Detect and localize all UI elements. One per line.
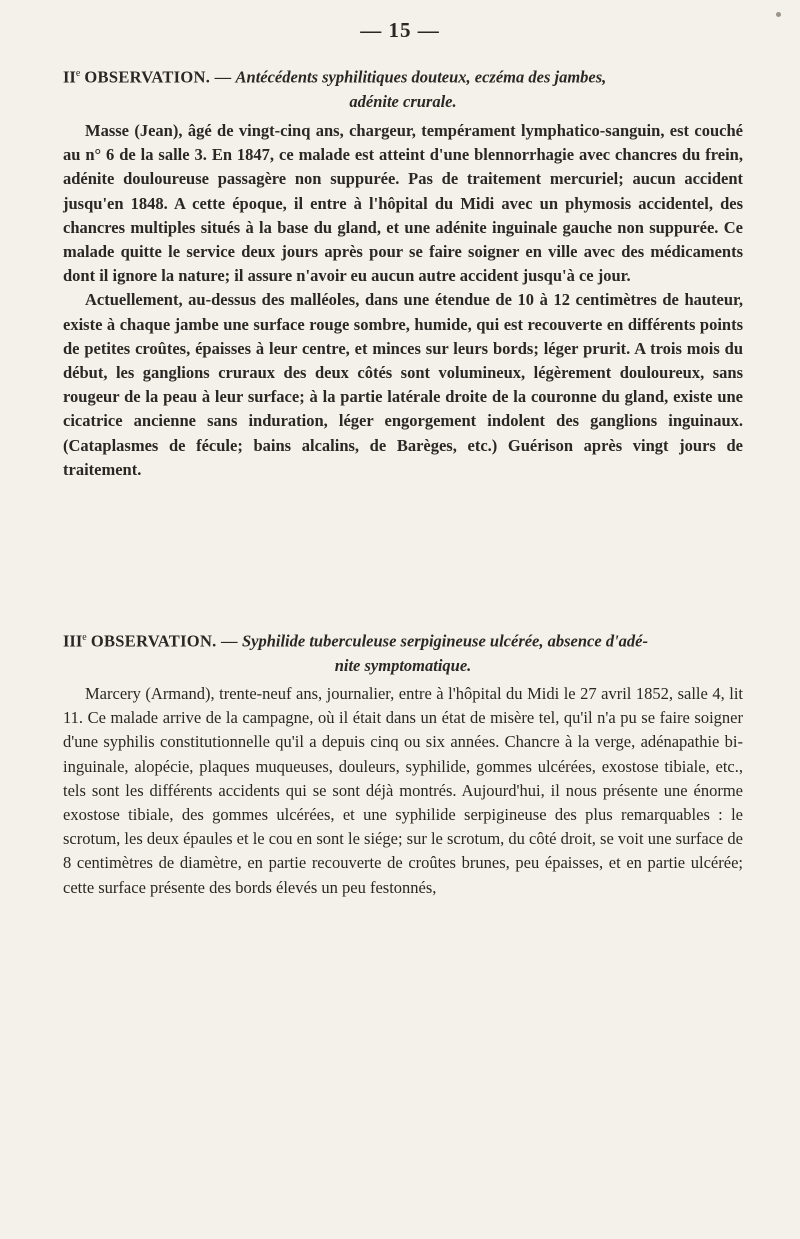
observation-2-heading (63, 62, 743, 114)
observation-title: Syphilide tuberculeuse serpigineuse ulcérée, absence d'adé- (241, 631, 648, 651)
observation-number: II (63, 67, 76, 87)
ordinal-suffix: e (82, 632, 87, 643)
observation-3-body (63, 682, 743, 900)
observation-2-body (63, 119, 743, 482)
case-paragraph: Actuellement, au-dessus des malléoles, dans une étendue de 10 à 12 centimètres de hauteur, existe à chaque jambe une surface rouge sombre, humide, qui est recouverte en différents points de petites croûtes, épaisses à leur centre, et minces sur leurs bords; léger prurit. A trois mois du début, les ganglions cruraux des deux côtés sont volumineux, légèrement douloureux, sans rougeur de la peau à leur surface; à la partie latérale droite de la couronne du gland, existe une cicatrice ancienne sans induration, léger engorgement indolent des ganglions inguinaux. (Cataplasmes de fécule; bains alcalins, de Barèges, etc.) Guérison après vingt jours de traitement. (63, 290, 743, 479)
observation-label: OBSERVATION. — (84, 67, 232, 87)
ink-spot (776, 12, 781, 17)
observation-number: III (63, 631, 83, 651)
ordinal-suffix: e (75, 68, 81, 79)
case-paragraph: Marcery (Armand), trente-neuf ans, journalier, entre à l'hôpital du Midi le 27 avril 1852, salle 4, lit 11. Ce malade arrive de la campagne, où il était dans un état de misère tel, qu'il n'a pu se faire soigner d'une syphilis constitutionnelle qu'il a depuis cinq ou six années. Chancre à la verge, adénapathie bi-inguinale, alopécie, plaques muqueuses, douleurs, syphilide, gommes ulcérées, exostose tibiale, etc., tels sont les différents accidents qui se sont déjà montrés. Aujourd'hui, il nous présente une énorme exostose tibiale, des gommes ulcérées, et une syphilide serpigineuse des plus remarquables : le scrotum, les deux épaules et le cou en sont le siége; sur le scrotum, du côté droit, se voit une surface de 8 centimètres de diamètre, en partie recouverte de croûtes brunes, peu épaisses, et en partie ulcérée; cette surface présente des bords élevés un peu festonnés, (63, 684, 743, 897)
observation-title-continued: adénite crurale. (349, 91, 457, 111)
case-paragraph: Masse (Jean), âgé de vingt-cinq ans, chargeur, tempérament lymphatico-sanguin, est couché au n° 6 de la salle 3. En 1847, ce malade est atteint d'une blennorrhagie avec chancres du frein, adénite douloureuse passagère non suppurée. Pas de traitement mercuriel; aucun accident jusqu'en 1848. A cette époque, il entre à l'hôpital du Midi avec un phymosis accidentel, des chancres multiples situés à la base du gland, et une adénite inguinale gauche non suppurée. Ce malade quitte le service deux jours après pour se faire soigner en ville avec des médicaments dont il ignore la nature; il assure n'avoir eu aucun autre accident jusqu'à ce jour. (63, 121, 743, 286)
observation-title: Antécédents syphilitiques douteux, eczéma des jambes, (235, 67, 607, 87)
observation-label: OBSERVATION. — (90, 631, 238, 651)
page-number: — 15 — (360, 18, 440, 42)
observation-title-continued: nite symptomatique. (334, 655, 472, 675)
observation-3-heading (63, 626, 743, 678)
